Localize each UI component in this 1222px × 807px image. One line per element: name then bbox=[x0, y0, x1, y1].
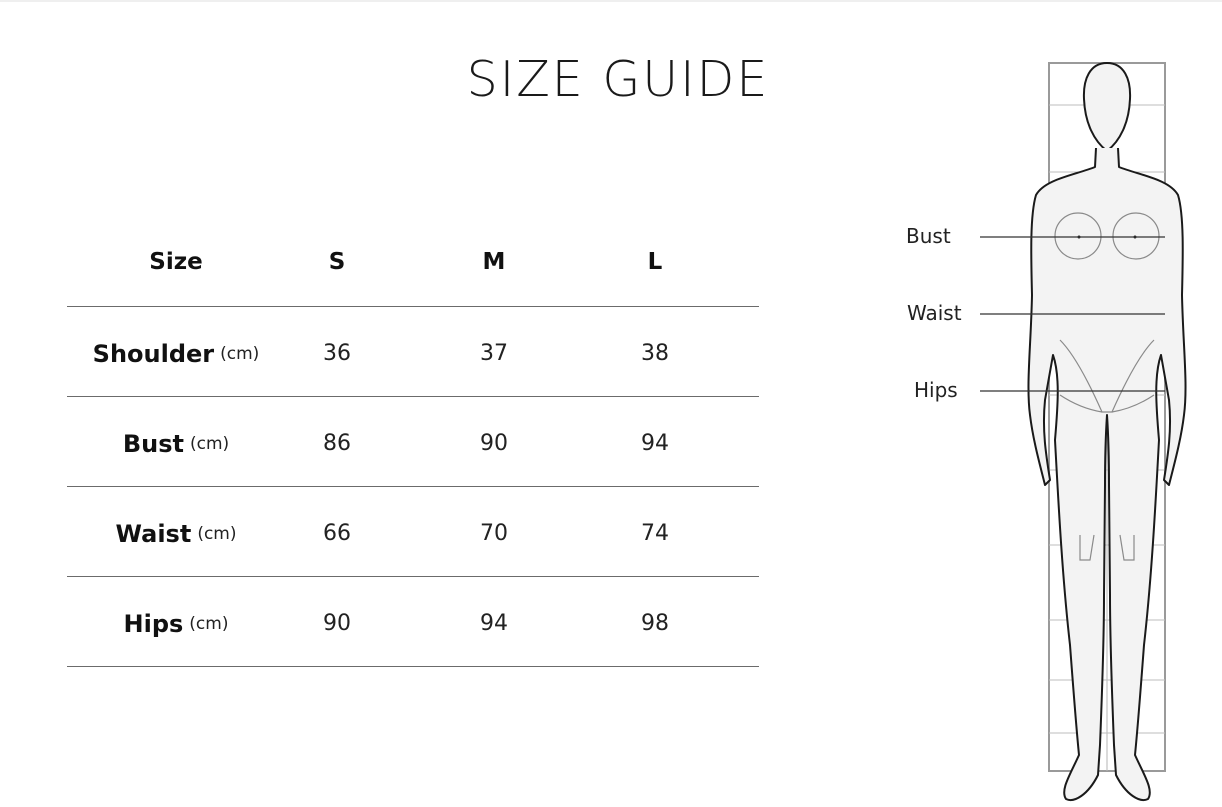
page-title: SIZE GUIDE bbox=[466, 51, 770, 108]
measurement-name: Waist bbox=[115, 519, 192, 548]
measurement-name: Shoulder bbox=[92, 339, 215, 368]
measurement-unit: (cm) bbox=[220, 343, 260, 364]
measurement-unit: (cm) bbox=[197, 523, 237, 544]
header-size-s: S bbox=[328, 248, 346, 275]
shoulder-m-value: 37 bbox=[480, 341, 508, 366]
table-row-bust bbox=[67, 397, 759, 487]
croquis-figure-icon bbox=[890, 55, 1210, 807]
table-row-waist bbox=[67, 487, 759, 577]
measurement-name: Hips bbox=[123, 609, 184, 638]
bust-m-value: 90 bbox=[480, 431, 508, 456]
hips-m-value: 94 bbox=[480, 611, 508, 636]
top-divider bbox=[0, 0, 1222, 2]
table-row-shoulder bbox=[67, 307, 759, 397]
shoulder-l-value: 38 bbox=[641, 341, 669, 366]
bust-label: Bust bbox=[906, 224, 951, 248]
table-row-hips bbox=[67, 577, 759, 667]
header-size-m: M bbox=[482, 248, 506, 275]
row-label-shoulder bbox=[67, 307, 285, 396]
size-table bbox=[67, 217, 759, 667]
table-header-row bbox=[67, 217, 759, 307]
shoulder-s-value: 36 bbox=[323, 341, 351, 366]
hips-l-value: 98 bbox=[641, 611, 669, 636]
waist-label: Waist bbox=[907, 301, 962, 325]
hips-s-value: 90 bbox=[323, 611, 351, 636]
waist-l-value: 74 bbox=[641, 521, 669, 546]
row-label-hips bbox=[67, 577, 285, 666]
row-label-bust bbox=[67, 397, 285, 486]
header-size-label: Size bbox=[149, 248, 203, 275]
measurement-unit: (cm) bbox=[189, 613, 229, 634]
waist-s-value: 66 bbox=[323, 521, 351, 546]
bust-s-value: 86 bbox=[323, 431, 351, 456]
measurement-name: Bust bbox=[122, 429, 184, 458]
row-label-waist bbox=[67, 487, 285, 576]
hips-label: Hips bbox=[914, 378, 958, 402]
waist-m-value: 70 bbox=[480, 521, 508, 546]
measurement-unit: (cm) bbox=[189, 433, 230, 454]
header-size-l: L bbox=[647, 248, 663, 275]
body-figure-diagram bbox=[890, 55, 1210, 807]
bust-l-value: 94 bbox=[641, 431, 669, 456]
